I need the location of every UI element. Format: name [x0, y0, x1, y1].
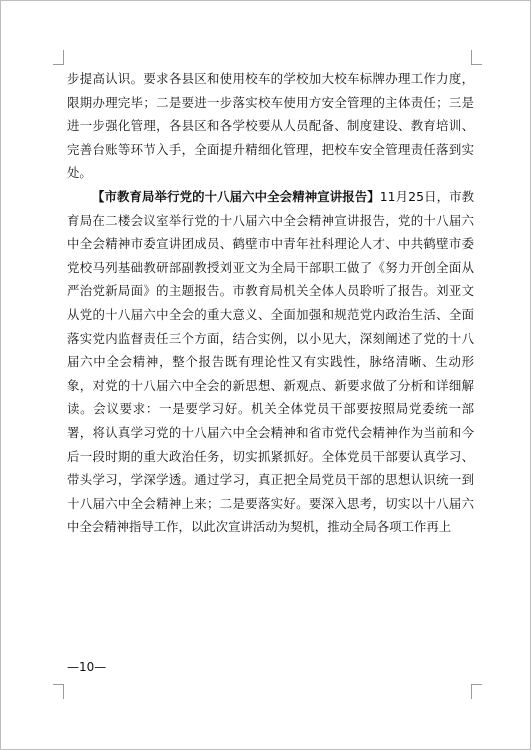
paragraph-body: 11月25日，市教育局在二楼会议室举行党的十八届六中全会精神宣讲报告，党的十八届六中全会精神市委宣讲团成员、鹤壁市中青年社科理论人才、中共鹤壁市委党校马列基础教研部副教授刘亚文为全局干部职工做了《努力开创全面从严治党新局面》的主题报告。市教育局机关全体人员聆听了报告。刘亚文从党的十八届六中全会的重大意义、全面加强和规范党内政治生活、全面落实党内监督责任三个方面，结合实例，以小见大，深刻阐述了党的十八届六中全会精神，整个报告既有理论性又有实践性，脉络清晰、生动形象，对党的十八届六中全会的新思想、新观点、新要求做了分析和详细解读。会议要求：一是要学习好。机关全体党员干部要按照局党委统一部署，将认真学习党的十八届六中全会精神和省市党代会精神作为当前和今后一段时期的重大政治任务，切实抓紧抓好。全体党员干部要认真学习、带头学习，学深学透。通过学习，真正把全局党员干部的思想认识统一到十八届六中全会精神上来；二是要落实好。要深入思考，切实以十八届六中全会精神指导工作，以此次宣讲活动为契机，推动全局各项工作再上	[67, 188, 474, 535]
crop-mark-bottom-left	[53, 684, 64, 699]
paragraph-news-item	[67, 185, 474, 539]
document-body	[67, 67, 474, 539]
paragraph-continuation: 步提高认识。要求各县区和使用校车的学校加大校车标牌办理工作力度，限期办理完毕；二是要进一步落实校车使用方安全管理的主体责任；三是进一步强化管理，各县区和各学校要从人员配备、制度建设、教育培训、完善台账等环节入手，全面提升精细化管理，把校车安全管理责任落到实处。	[67, 71, 474, 181]
section-heading: 【市教育局举行党的十八届六中全会精神宣讲报告】	[92, 188, 380, 204]
crop-mark-top-left	[53, 50, 64, 65]
page-number: —10—	[67, 660, 107, 674]
crop-mark-bottom-right	[471, 684, 482, 699]
crop-mark-top-right	[471, 50, 482, 65]
